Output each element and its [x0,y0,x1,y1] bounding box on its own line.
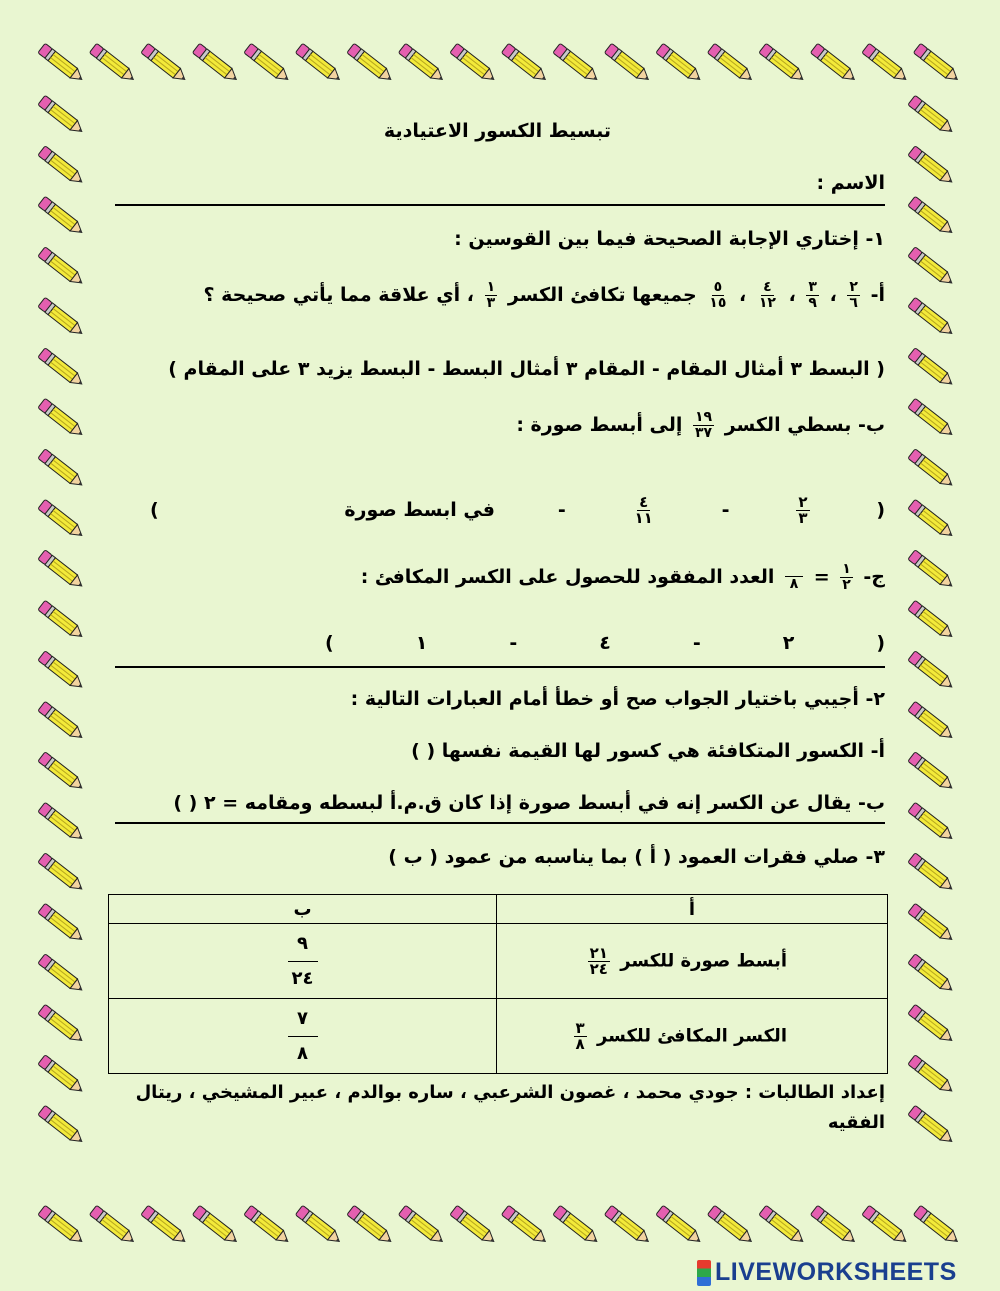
q1-a-prefix: أ- [870,284,885,306]
option-fraction[interactable]: $\frac{٤}{١١}$ [634,492,653,527]
bracket: ( [876,632,885,654]
logo-badge-icon [697,1260,711,1286]
dash: - [721,499,730,521]
pencil-icon [908,348,956,389]
pencil-icon [908,1004,956,1045]
pencil-icon [38,43,86,84]
worksheet [110,110,885,1170]
pencil-icon [141,43,189,84]
pencil-icon [501,1205,549,1246]
pencil-icon [192,43,240,84]
pencil-icon [38,802,86,843]
matching-table [108,894,888,1074]
pencil-icon [38,903,86,944]
name-label: الاسم : [816,172,885,194]
fraction: $\frac{٣}{٩}$ [808,279,817,311]
table-row [109,924,888,999]
pencil-icon [89,1205,137,1246]
column-a-cell[interactable] [497,999,888,1074]
pencil-icon [347,43,395,84]
q3-heading: ٣- صلي فقرات العمود ( أ ) بما يناسبه من عمود ( ب ) [388,846,885,868]
fraction: $\frac{٥}{١٥}$ [709,279,727,311]
pencil-icon [908,701,956,742]
q1-c-prefix: ج- [863,566,885,588]
pencil-icon [141,1205,189,1246]
q1-b-suffix: إلى أبسط صورة : [516,414,683,436]
pencil-icon [908,398,956,439]
pencil-icon [347,1205,395,1246]
pencil-icon [862,43,910,84]
liveworksheets-logo[interactable] [697,1258,957,1287]
pencil-icon [38,297,86,338]
q1-heading: ١- إختاري الإجابة الصحيحة فيما بين القوسين : [454,228,885,250]
pencil-icon [707,43,755,84]
fraction: ٧ ٨ [288,1006,318,1067]
pencil-icon [38,1205,86,1246]
pencil-icon [38,651,86,692]
q1-c-text: العدد المفقود للحصول على الكسر المكافئ : [360,566,775,588]
fraction: $\frac{١}{٣}$ [486,279,496,311]
separator: ، [788,284,796,306]
pencil-icon [707,1205,755,1246]
pencil-icon [908,196,956,237]
q1-c-options[interactable] [110,632,885,654]
pencil-icon [38,701,86,742]
pencil-icon [908,499,956,540]
pencil-icon [862,1205,910,1246]
q2-a[interactable]: أ- الكسور المتكافئة هي كسور لها القيمة نفسها ( ) [411,740,885,762]
fraction: $\frac{٢}{٦}$ [849,279,858,311]
pencil-icon [908,600,956,641]
blank-fraction: ٨ [785,563,803,592]
q1-c [110,562,885,593]
column-b-cell[interactable] [109,924,497,999]
pencil-icon [38,196,86,237]
pencil-icon [908,752,956,793]
pencil-icon [38,752,86,793]
separator: ، [829,284,837,306]
pencil-icon [908,651,956,692]
pencil-icon [450,43,498,84]
bracket: ) [325,632,334,654]
pencil-icon [244,1205,292,1246]
pencil-icon [38,1004,86,1045]
pencil-icon [604,1205,652,1246]
pencil-icon [908,449,956,490]
pencil-icon [450,1205,498,1246]
pencil-icon [810,43,858,84]
pencil-icon [908,903,956,944]
option-number[interactable]: ٤ [599,632,611,654]
pencil-icon [908,146,956,187]
column-b-cell[interactable] [109,999,497,1074]
pencil-icon [38,146,86,187]
equals-sign: = [813,566,830,588]
worksheet-title: تبسيط الكسور الاعتيادية [383,120,612,142]
bracket: ) [150,499,159,521]
q1-b-options[interactable] [110,490,885,530]
pencil-icon [908,95,956,136]
pencil-icon [38,1055,86,1096]
column-b-header: ب [109,895,497,924]
q1-a-options[interactable]: ( البسط ٣ أمثال المقام - المقام ٣ أمثال البسط - البسط يزيد ٣ على المقام ) [168,358,885,380]
cell-text: الكسر المكافئ للكسر [596,1025,787,1046]
pencil-icon [604,43,652,84]
pencil-icon [38,1105,86,1146]
pencil-icon [810,1205,858,1246]
fraction: $\frac{١٩}{٣٧}$ [695,409,713,441]
q1-b-prefix: ب- بسطي الكسر [724,414,885,436]
pencil-icon [908,802,956,843]
table-row [109,999,888,1074]
option-text[interactable]: في ابسط صورة [344,499,495,521]
q1-a [110,280,885,311]
bracket: ( [876,499,885,521]
pencil-icon [908,550,956,591]
pencil-icon [908,1105,956,1146]
q1-a-question: ، أي علاقة مما يأتي صحيحة ؟ [203,284,475,306]
fraction: $\frac{٣}{٨}$ [575,1018,585,1053]
pencil-icon [38,95,86,136]
pencil-icon [759,43,807,84]
dash: - [557,499,566,521]
pencil-icon [89,43,137,84]
pencil-icon [38,550,86,591]
column-a-cell[interactable] [497,924,888,999]
pencil-icon [913,43,961,84]
pencil-icon [38,247,86,288]
separator: ، [739,284,747,306]
pencil-icon [759,1205,807,1246]
pencil-icon [908,853,956,894]
pencil-icon [908,1055,956,1096]
fraction: $\frac{١}{٢}$ [842,561,851,593]
divider [115,666,885,668]
pencil-icon [38,853,86,894]
q2-heading: ٢- أجيبي باختيار الجواب صح أو خطأ أمام العبارات التالية : [350,688,885,710]
pencil-icon [38,449,86,490]
q1-b [110,410,885,441]
dash: - [692,632,701,654]
pencil-icon [908,297,956,338]
divider [115,822,885,824]
pencil-icon [398,43,446,84]
pencil-icon [553,43,601,84]
cell-text: أبسط صورة للكسر [620,950,787,971]
pencil-icon [38,499,86,540]
fraction: $\frac{٤}{١٢}$ [758,279,776,311]
pencil-icon [38,398,86,439]
option-fraction[interactable]: $\frac{٢}{٣}$ [798,492,808,527]
logo-text: LIVEWORKSHEETS [715,1258,957,1286]
divider [115,204,885,206]
pencil-icon [38,600,86,641]
pencil-icon [908,247,956,288]
pencil-icon [656,43,704,84]
pencil-icon [295,43,343,84]
pencil-icon [656,1205,704,1246]
pencil-icon [398,1205,446,1246]
pencil-icon [244,43,292,84]
pencil-icon [553,1205,601,1246]
pencil-icon [38,348,86,389]
pencil-icon [908,954,956,995]
q1-a-middle-text: جميعها تكافئ الكسر [507,284,697,306]
pencil-icon [913,1205,961,1246]
column-a-header: أ [497,895,888,924]
pencil-icon [501,43,549,84]
q2-b[interactable]: ب- يقال عن الكسر إنه في أبسط صورة إذا كان ق.م.أ لبسطه ومقامه = ٢ ( ) [173,792,885,814]
pencil-icon [295,1205,343,1246]
dash: - [509,632,518,654]
pencil-icon [192,1205,240,1246]
pencil-icon [38,954,86,995]
credits-footer: إعداد الطالبات : جودي محمد ، غصون الشرعبي ، ساره بوالدم ، عبير المشيخي ، ريتال الفقيه [135,1082,885,1133]
fraction: ٩ ٢٤ [288,931,318,992]
option-number[interactable]: ١ [415,632,428,654]
fraction: $\frac{٢١}{٢٤}$ [589,943,608,978]
option-number[interactable]: ٢ [782,632,795,654]
